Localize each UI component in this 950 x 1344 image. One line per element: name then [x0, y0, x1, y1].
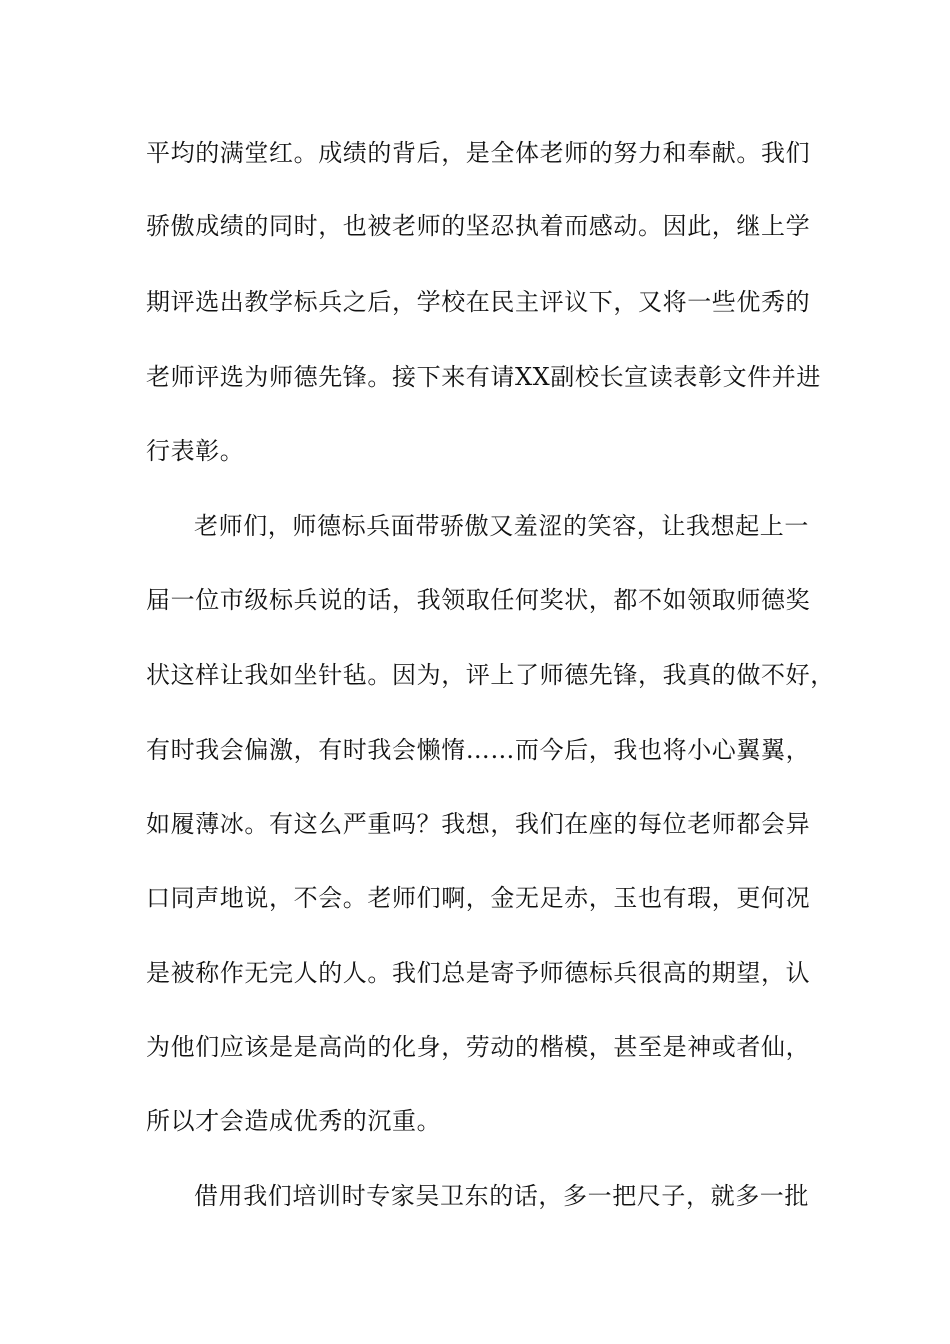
text-line: 为他们应该是是高尚的化身，劳动的楷模，甚至是神或者仙，: [146, 1033, 811, 1061]
text-line: 有时我会偏激，有时我会懒惰……而今后，我也将小心翼翼，: [146, 736, 811, 764]
text-line: 是被称作无完人的人。我们总是寄予师德标兵很高的期望，认: [146, 959, 811, 987]
text-line: 如履薄冰。有这么严重吗？我想，我们在座的每位老师都会异: [146, 810, 811, 838]
text-line: 平均的满堂红。成绩的背后，是全体老师的努力和奉献。我们: [146, 139, 811, 167]
text-line: 行表彰。: [146, 437, 245, 465]
text-line: 期评选出教学标兵之后，学校在民主评议下，又将一些优秀的: [146, 288, 811, 316]
text-line: 届一位市级标兵说的话，我领取任何奖状，都不如领取师德奖: [146, 586, 811, 614]
text-line: 所以才会造成优秀的沉重。: [146, 1107, 442, 1135]
text-line: 状这样让我如坐针毡。因为，评上了师德先锋，我真的做不好，: [146, 661, 835, 689]
text-line: 老师评选为师德先锋。接下来有请XX副校长宣读表彰文件并进: [146, 363, 821, 391]
paragraph-start-line: 老师们，师德标兵面带骄傲又羞涩的笑容，让我想起上一: [194, 512, 809, 540]
text-line: 骄傲成绩的同时，也被老师的坚忍执着而感动。因此，继上学: [146, 212, 811, 240]
paragraph-start-line: 借用我们培训时专家吴卫东的话，多一把尺子，就多一批: [194, 1182, 809, 1210]
text-line: 口同声地说，不会。老师们啊，金无足赤，玉也有瑕，更何况: [146, 884, 811, 912]
